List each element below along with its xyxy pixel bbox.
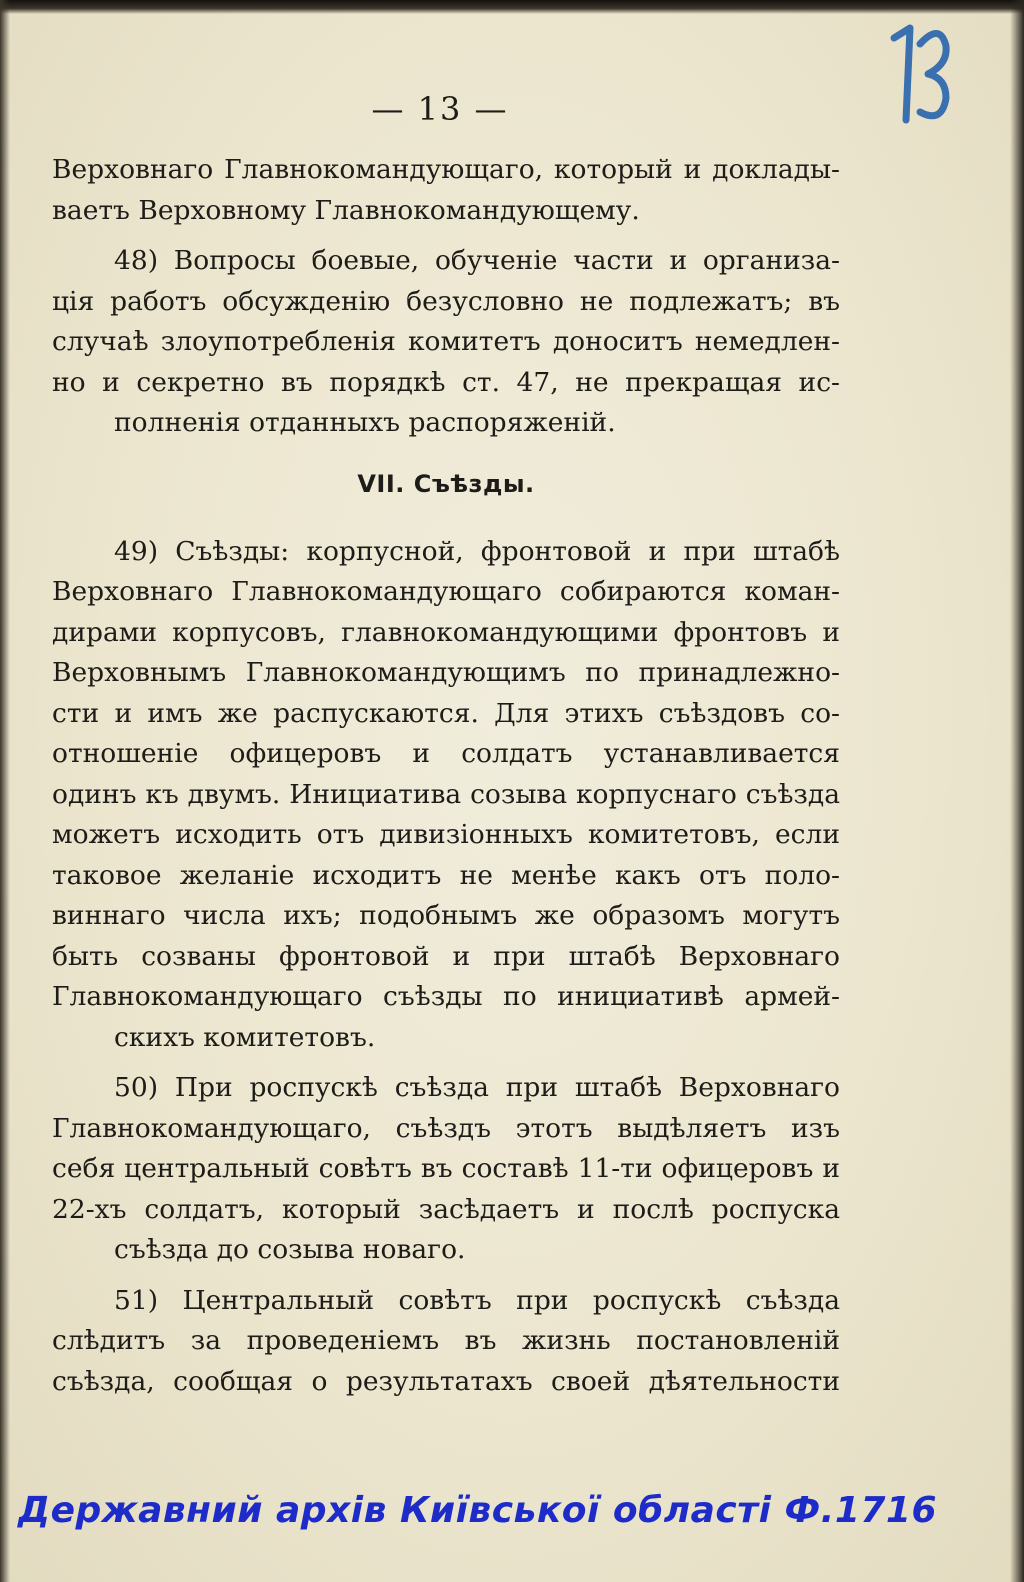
text-line: 48) Вопросы боевые, обученіе части и организа- (114, 245, 840, 276)
text-line: Верховнаго Главнокомандующаго, который и доклады- (52, 154, 840, 185)
text-line: сти и имъ же распускаются. Для этихъ съѣздовъ со- (52, 697, 840, 729)
text-line: Верховнымъ Главнокомандующимъ по принадлежно- (52, 657, 840, 688)
paragraph-49 (52, 532, 840, 1059)
text-line: но и секретно въ порядкѣ ст. 47, не прекращая ис- (52, 366, 840, 398)
text-line: виннаго числа ихъ; подобнымъ же образомъ могутъ (52, 900, 840, 931)
text-line: ція работъ обсужденію безусловно не подлежатъ; въ (52, 285, 840, 317)
text-line: одинъ къ двумъ. Инициатива созыва корпуснаго съѣзда (52, 778, 840, 810)
scan-right-edge (1010, 0, 1024, 1582)
text-line: себя центральный совѣтъ въ составѣ 11-ти офицеровъ и (52, 1153, 840, 1184)
text-line: 22-хъ солдатъ, который засѣдаетъ и послѣ роспуска (52, 1193, 840, 1225)
text-line: можетъ исходить отъ дивизіонныхъ комитетовъ, если (52, 819, 840, 850)
text-line: ваетъ Верховному Главнокомандующему. (52, 194, 640, 226)
page-number: — 13 — (371, 90, 509, 128)
paragraph-50 (52, 1068, 840, 1271)
text-line: отношеніе офицеровъ и солдатъ устанавливается (52, 738, 840, 769)
text-line: 51) Центральный совѣтъ при роспускѣ съѣзда (114, 1284, 840, 1316)
text-line: 50) При роспускѣ съѣзда при штабѣ Верховнаго (114, 1072, 840, 1103)
text-line: скихъ комитетовъ. (114, 1021, 376, 1053)
scan-left-edge (0, 0, 10, 1582)
text-line: таковое желаніе исходитъ не менѣе какъ отъ поло- (52, 859, 840, 891)
text-line: съѣзда, сообщая о результатахъ своей дѣятельности (52, 1365, 840, 1397)
text-line: быть созваны фронтовой и при штабѣ Верховнаго (52, 940, 840, 972)
text-line: съѣзда до созыва новаго. (114, 1234, 466, 1265)
text-line: случаѣ злоупотребленія комитетъ доноситъ немедлен- (52, 326, 840, 357)
scan-top-edge (0, 0, 1024, 14)
text-line: полненія отданныхъ распоряженій. (114, 407, 616, 438)
text-line: Верховнаго Главнокомандующаго собираются коман- (52, 576, 840, 607)
archive-watermark: Державний архів Київської області Ф.1716 (18, 1490, 938, 1531)
handwritten-folio-number (884, 20, 954, 130)
paragraph-48 (52, 241, 840, 444)
text-line: 49) Съѣзды: корпусной, фронтовой и при штабѣ (114, 535, 840, 567)
main-text (52, 150, 840, 1402)
text-line: Главнокомандующаго, съѣздъ этотъ выдѣляетъ изъ (52, 1112, 840, 1144)
paragraph-51 (52, 1281, 840, 1403)
text-line: дирами корпусовъ, главнокомандующими фронтовъ и (52, 616, 840, 648)
text-line: Главнокомандующаго съѣзды по инициативѣ армей- (52, 981, 840, 1012)
paragraph-continuation (52, 150, 840, 231)
text-line: слѣдитъ за проведеніемъ въ жизнь постановленій (52, 1325, 840, 1356)
section-heading: VII. Съѣзды. (357, 469, 535, 498)
